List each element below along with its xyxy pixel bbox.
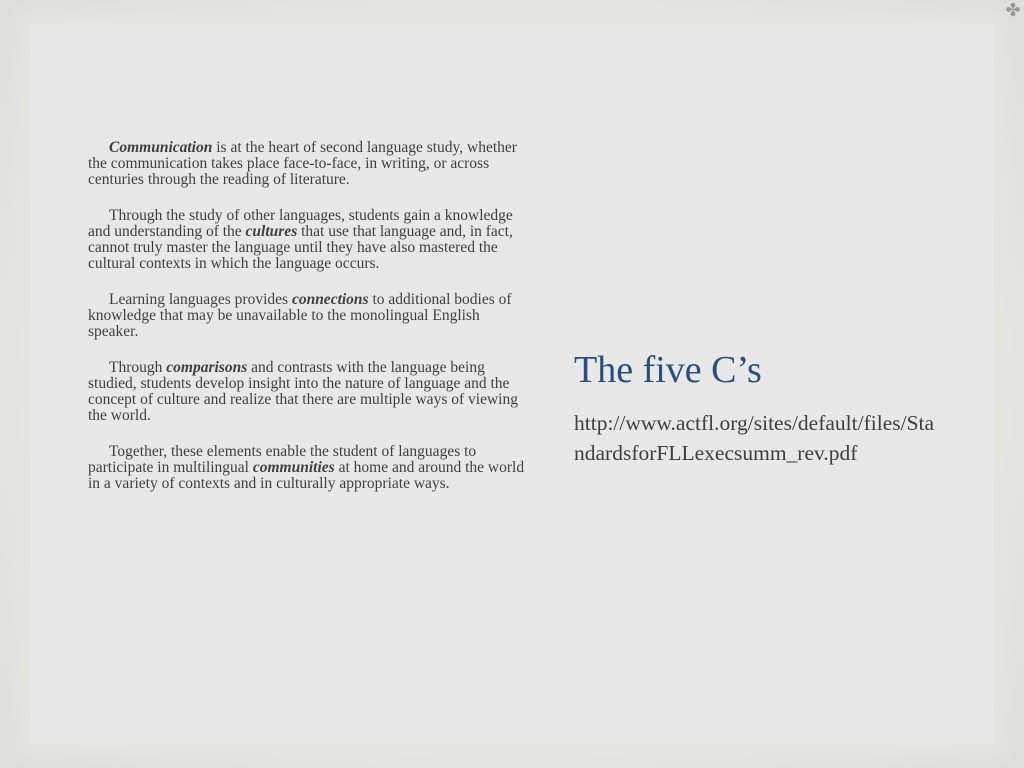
paragraph-text: that use that language and, in fact, cannot truly master the language until they have also mastered the cultural contexts in which the language occurs.	[88, 223, 513, 272]
paragraph-communities	[88, 444, 528, 492]
paragraph-text: Through the study of other languages, students gain a knowledge and understanding of the	[88, 207, 513, 240]
key-term-communities: communities	[252, 459, 335, 476]
paragraph-connections	[88, 292, 528, 340]
key-term-cultures: cultures	[245, 223, 298, 240]
paragraph-text: at home and around the world in a variety of contexts and in culturally appropriate ways.	[88, 459, 525, 492]
key-term-connections: connections	[291, 291, 369, 308]
key-term-communication: Communication	[109, 139, 213, 156]
standards-text	[88, 140, 528, 512]
key-term-comparisons: comparisons	[166, 359, 248, 376]
paragraph-text: Together, these elements enable the student of languages to participate in multilingual	[88, 443, 477, 476]
paragraph-text: is at the heart of second language study, whether the communication takes place face-to-face, in writing, or across centuries through the reading of literature.	[88, 139, 517, 188]
corner-ornament-icon: ✤	[1005, 0, 1021, 21]
paragraph-text: to additional bodies of knowledge that may be unavailable to the monolingual English speaker.	[88, 291, 512, 340]
paragraph-communication	[88, 140, 528, 188]
paragraph-cultures	[88, 208, 528, 272]
paragraph-comparisons	[88, 360, 528, 424]
paragraph-text: and contrasts with the language being studied, students develop insight into the nature of language and the concept of culture and realize that there are multiple ways of viewing the world.	[88, 359, 518, 424]
paragraph-text: Through	[109, 359, 167, 376]
paragraph-text: Learning languages provides	[109, 291, 292, 308]
slide-title: The five C’s	[574, 349, 762, 391]
source-url-link[interactable]: http://www.actfl.org/sites/default/files/StandardsforFLLexecsumm_rev.pdf	[574, 411, 935, 465]
